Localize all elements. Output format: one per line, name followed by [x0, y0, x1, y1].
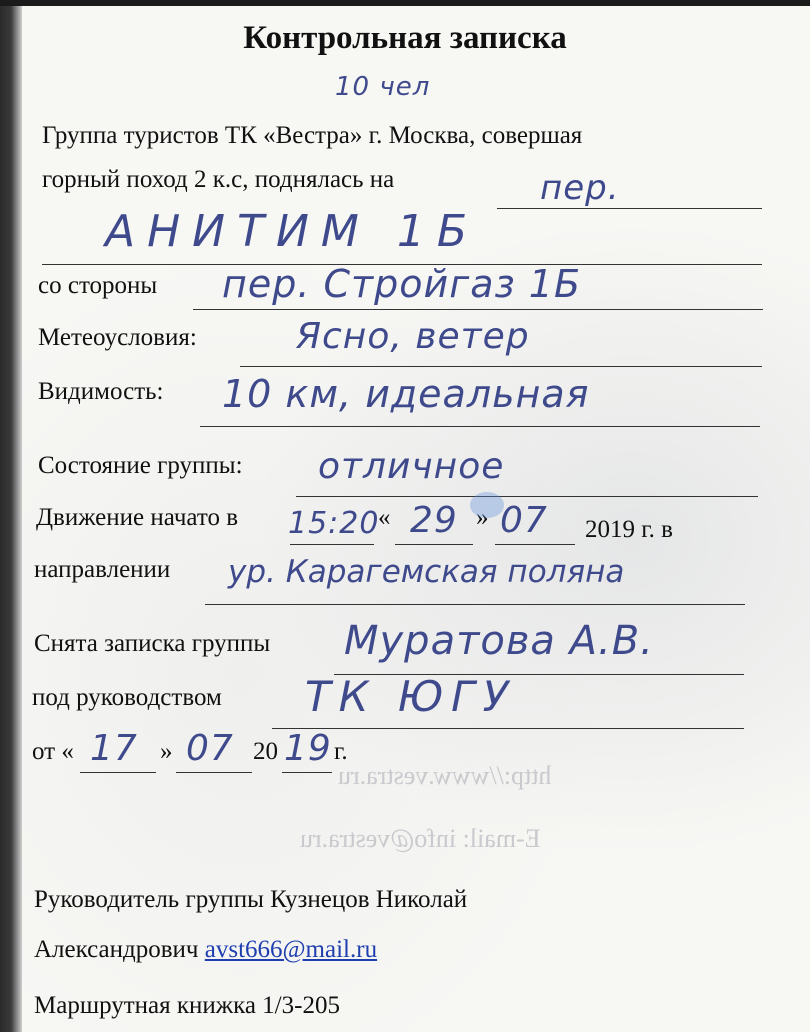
handwritten-taken-by: Муратова А.В.	[344, 618, 654, 664]
line-climbed: горный поход 2 к.с, поднялась на	[42, 166, 395, 193]
line-group: Группа туристов ТК «Вестра» г. Москва, совершая	[42, 122, 583, 149]
handwritten-count: 10 чел	[335, 72, 431, 102]
handwritten-leader-org: ТК ЮГУ	[305, 672, 517, 721]
line-taken: Снята записка группы	[34, 630, 271, 657]
fill-group-state	[296, 496, 758, 497]
line-from-side: со стороны	[38, 272, 158, 299]
line-under: под руководством	[32, 684, 222, 711]
line-movement: Движение начато в	[36, 504, 239, 531]
line-weather: Метеоусловия:	[38, 324, 197, 351]
line-route-book: Маршрутная книжка 1/3-205	[34, 992, 340, 1019]
handwritten-side: пер. Стройгаз 1Б	[222, 262, 582, 306]
line-group-state: Состояние группы:	[38, 452, 243, 479]
ink-blot	[470, 492, 504, 518]
fill-pass	[497, 208, 762, 209]
line-leader: Руководитель группы Кузнецов Николай	[34, 886, 468, 913]
date-quote-close: »	[160, 738, 173, 765]
line-date-prefix: от «	[32, 738, 74, 765]
page-title: Контрольная записка	[243, 20, 567, 56]
reverse-side-email: E-mail: info@vestra.ru	[300, 824, 541, 853]
handwritten-day: 29	[410, 500, 458, 541]
paper-edge-shadow	[0, 6, 22, 1032]
fill-date-day	[80, 772, 156, 773]
handwritten-pass-name: АНИТИМ 1Б	[105, 206, 480, 257]
fill-leader-org	[272, 728, 744, 729]
fill-date-year	[282, 772, 332, 773]
handwritten-direction: ур. Карагемская поляна	[228, 554, 625, 590]
handwritten-weather: Ясно, ветер	[296, 316, 530, 357]
handwritten-date-day: 17	[90, 728, 138, 769]
fill-direction	[205, 604, 745, 605]
quote-open: «	[378, 504, 391, 531]
fill-day	[395, 544, 473, 545]
fill-side	[193, 309, 763, 310]
handwritten-month: 07	[500, 500, 548, 541]
line-direction: направлении	[34, 556, 171, 583]
reverse-side-url: http://www.vestra.ru	[338, 761, 552, 790]
handwritten-date-month: 07	[186, 728, 234, 769]
handwritten-group-state: отличное	[318, 446, 505, 487]
line-visibility: Видимость:	[38, 378, 164, 405]
line-movement-year: 2019 г. в	[585, 516, 673, 543]
handwritten-time: 15:20	[288, 506, 380, 541]
fill-date-month	[176, 772, 252, 773]
date-year-suffix: г.	[334, 738, 348, 765]
fill-time	[290, 544, 374, 545]
fill-month	[495, 544, 575, 545]
control-note-page	[0, 6, 810, 1032]
fill-weather	[240, 366, 762, 367]
quote-close: »	[476, 504, 489, 531]
handwritten-date-year: 19	[284, 728, 332, 769]
date-century: 20	[253, 738, 278, 765]
email-link[interactable]: avst666@mail.ru	[204, 936, 378, 963]
line-patronymic	[34, 936, 377, 964]
handwritten-visibility: 10 км, идеальная	[222, 372, 590, 416]
leader-patronymic: Александрович	[34, 936, 199, 963]
fill-visibility	[200, 426, 760, 427]
handwritten-pass: пер.	[540, 168, 620, 208]
